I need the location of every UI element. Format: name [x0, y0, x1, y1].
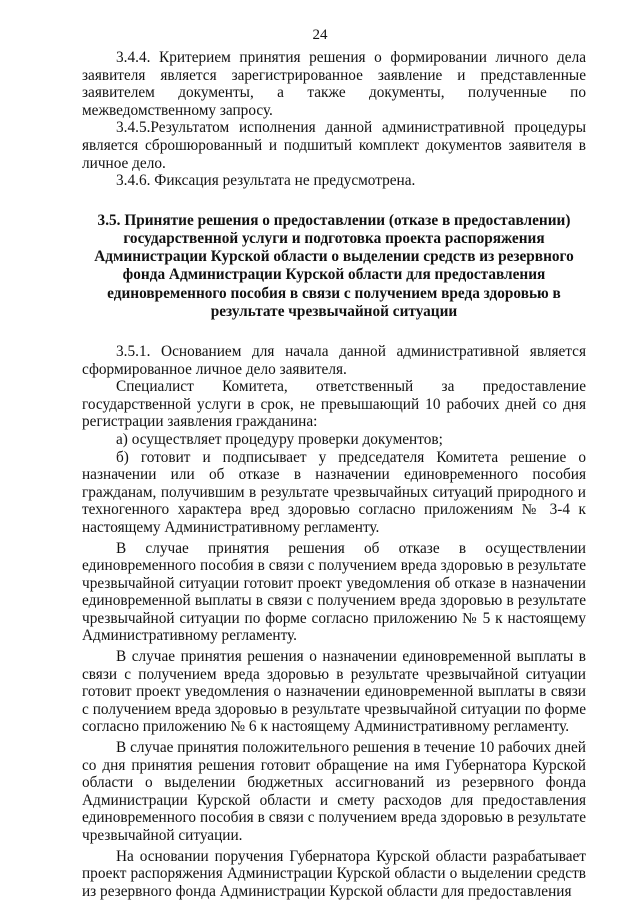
paragraph-positive-decision: В случае принятия положительного решения в течение 10 рабочих дней со дня принятия решения готовит обращение на имя Губернатора Курской области о выделении бюджетных ассигнований из резервного фонда Администрации Курской области и смету расходов для предоставления единовременного пособия в связи с получением вреда здоровью в результате чрезвычайной ситуации.: [82, 739, 586, 844]
heading-line: результате чрезвычайной ситуации: [210, 302, 458, 320]
paragraph-refusal-case: В случае принятия решения об отказе в осуществлении единовременного пособия в связи с получением вреда здоровью в результате чрезвычайной ситуации готовит проект уведомления об отказе в назначении единовременной выплаты в связи с получением вреда здоровью в результате чрезвычайной ситуации по форме согласно приложению № 5 к настоящему Административному регламенту.: [82, 539, 586, 645]
paragraph-item-b: б) готовит и подписывает у председателя Комитета решение о назначении или об отказе в назначении единовременного пособия гражданам, получившим в результате чрезвычайных ситуаций природного и техногенного характера вред здоровью согласно приложениям № 3-4 к настоящему Административному регламенту.: [82, 448, 586, 536]
paragraph-3-4-4: 3.4.4. Критерием принятия решения о формировании личного дела заявителя является зарегистрированное заявление и представленные заявителем документы, а также документы, полученные по межведомственному запросу.: [82, 49, 586, 119]
paragraph-specialist: Специалист Комитета, ответственный за предоставление государственной услуги в срок, не превышающий 10 рабочих дней со дня регистрации заявления гражданина:: [82, 378, 586, 431]
document-body: [82, 49, 586, 900]
paragraph-item-a: а) осуществляет процедуру проверки документов;: [116, 430, 443, 448]
heading-line: государственной услуги и подготовка проекта распоряжения: [123, 229, 545, 247]
heading-line: единовременного пособия в связи с получением вреда здоровью в: [107, 284, 561, 302]
heading-line: 3.5. Принятие решения о предоставлении (отказе в предоставлении): [97, 211, 571, 229]
section-heading-3-5: [82, 212, 586, 321]
paragraph-governor-instruction: На основании поручения Губернатора Курской области разрабатывает проект распоряжения Администрации Курской области о выделении средств из резервного фонда Администрации Курской области для предоставления: [82, 847, 586, 900]
paragraph-3-5-1: 3.5.1. Основанием для начала данной административной является сформированное личное дело заявителя.: [82, 342, 586, 378]
paragraph-3-4-6: 3.4.6. Фиксация результата не предусмотрена.: [116, 172, 416, 190]
page-number: 24: [312, 27, 328, 43]
heading-line: фонда Администрации Курской области для предоставления: [122, 266, 546, 284]
heading-line: Администрации Курской области о выделении средств из резервного: [94, 248, 574, 266]
paragraph-approval-case: В случае принятия решения о назначении единовременной выплаты в связи с получением вреда здоровью в результате чрезвычайной ситуации готовит проект уведомления о назначении единовременной выплаты в связи с получением вреда здоровью в результате чрезвычайной ситуации по форме согласно приложению № 6 к настоящему Административному регламенту.: [82, 648, 586, 736]
paragraph-3-4-5: 3.4.5.Результатом исполнения данной административной процедуры является сброшюрованный и подшитый комплект документов заявителя в личное дело.: [82, 119, 586, 172]
